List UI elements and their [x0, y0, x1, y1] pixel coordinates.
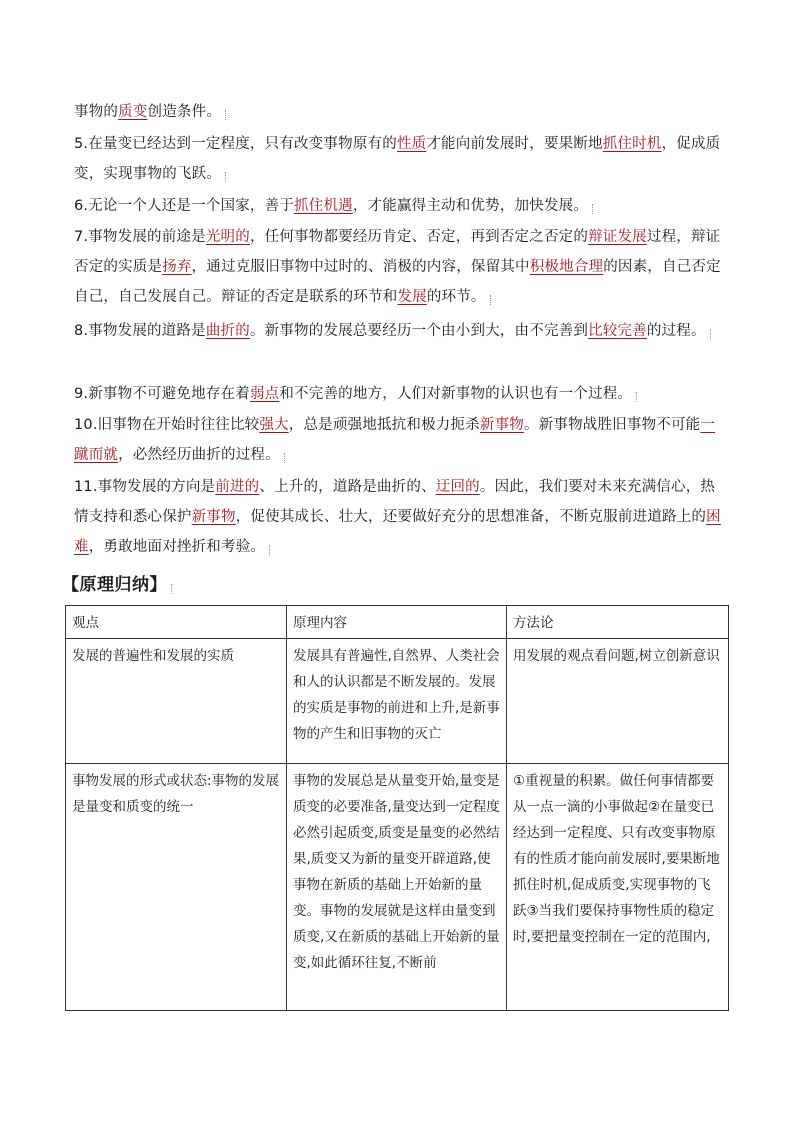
paragraph-5	[74, 129, 724, 189]
text: 7.事物发展的前途是	[74, 229, 206, 245]
keyword: 一蹴而就	[74, 417, 716, 463]
paragraph-10	[74, 410, 724, 470]
text: 的过程。	[646, 323, 706, 339]
table-cell: 用发展的观点看问题,树立创新意识	[507, 639, 729, 764]
table-cell: 发展具有普遍性,自然界、人类社会和人的认识都是不断发展的。发展的实质是事物的前进和上升,是新事物的产生和旧事物的灭亡	[287, 639, 507, 764]
table-cell	[287, 764, 507, 1011]
header-cell: 方法论	[507, 606, 729, 639]
keyword: 发展	[397, 289, 427, 305]
text: 事物的	[74, 104, 119, 120]
text: 和不完善的地方，人们对新事物的认识也有一个过程。	[279, 386, 633, 402]
keyword: 迂回的	[435, 479, 480, 495]
paragraph-6	[74, 191, 724, 221]
text: ，总是顽强地抵抗和极力扼杀	[288, 417, 480, 433]
text: 的因素，自己否定自己，自己发展自己。辩证的否定是联系的环节和	[74, 259, 721, 305]
header-cell: 原理内容	[287, 606, 507, 639]
text: ，促成质变，实现事物的飞跃。	[74, 136, 721, 182]
table-header-row	[66, 606, 729, 639]
text: 10.旧事物在开始时往往比较	[74, 417, 260, 433]
text: ，任何事物都要经历肯定、否定，再到否定之否定的	[249, 229, 589, 245]
header-cell: 观点	[66, 606, 287, 639]
text: ，必然经历曲折的过程。	[118, 447, 280, 463]
paragraph-9	[74, 379, 724, 409]
text: 6.无论一个人还是一个国家，善于	[74, 198, 295, 214]
paragraph-11	[74, 472, 724, 562]
paragraph-mark	[636, 392, 642, 402]
keyword: 弱点	[249, 386, 280, 402]
keyword: 新事物	[479, 417, 524, 433]
keyword: 质变	[118, 104, 148, 120]
paragraph-mark	[171, 584, 177, 594]
keyword: 比较完善	[588, 323, 647, 339]
keyword: 积极地合理	[529, 259, 604, 275]
keyword: 辩证发展	[588, 229, 647, 245]
paragraph-mark	[269, 545, 275, 555]
text: ，促使其成长、壮大，还要做好充分的思想准备，不断克服前进道路上的	[235, 509, 707, 525]
table-cell	[66, 764, 287, 1011]
text: 的环节。	[426, 289, 486, 305]
paragraph-mark	[225, 172, 231, 182]
table-cell: 发展的普遍性和发展的实质	[66, 639, 287, 764]
keyword: 抓住机遇	[294, 198, 353, 214]
keyword: 前进的	[215, 479, 260, 495]
paragraph-4-end	[74, 97, 724, 127]
principles-table	[65, 605, 729, 1011]
text: 。新事物战胜旧事物不可能	[523, 417, 701, 433]
paragraph-8	[74, 316, 724, 346]
keyword: 光明的	[205, 229, 250, 245]
table-cell	[507, 764, 729, 1011]
keyword: 性质	[396, 136, 427, 152]
paragraph-mark	[490, 295, 496, 305]
paragraph-mark	[592, 204, 598, 214]
paragraph-mark	[284, 453, 290, 463]
text: ，通过克服旧事物中过时的、消极的内容，保留其中	[191, 259, 530, 275]
text: 、上升的，道路是曲折的、	[259, 479, 436, 495]
text: 8.事物发展的道路是	[74, 323, 206, 339]
text: 11.事物发展的方向是	[74, 479, 216, 495]
table-row	[66, 764, 729, 1011]
keyword: 新事物	[191, 509, 236, 525]
text: 5.在量变已经达到一定程度，只有改变事物原有的	[74, 136, 397, 152]
keyword: 困难	[74, 509, 721, 555]
table-row	[66, 639, 729, 764]
keyword: 扬弃	[162, 259, 192, 275]
keyword: 强大	[259, 417, 289, 433]
paragraph-7	[74, 222, 724, 312]
text: ，勇敢地面对挫折和考验。	[88, 539, 266, 555]
text: 创造条件。	[147, 104, 222, 120]
cell-text: ①重视量的积累。做任何事情都要从一点一滴的小事做起②在量变已经达到一定程度、只有改变事物原有的性质才能向前发展时,要果断地抓住时机,促成质变,实现事物的飞跃③当我们要保持事物性质的稳定时,要把量变控制在一定的范围内,	[513, 773, 720, 945]
text: 才能向前发展时，要果断地	[426, 136, 603, 152]
keyword: 曲折的	[205, 323, 250, 339]
text: 。新事物的发展总要经历一个由小到大，由不完善到	[249, 323, 589, 339]
keyword: 抓住时机	[602, 136, 662, 152]
paragraph-mark	[710, 329, 716, 339]
text: 9.新事物不可避免地存在着	[74, 386, 250, 402]
cell-text: 事物的发展总是从量变开始,量变是质变的必要准备,量变达到一定程度必然引起质变,质变是量变的必然结果,质变又为新的量变开辟道路,使事物在新质的基础上开始新的量变。事物的发展就是这样由量变到质变,又在新质的基础上开始新的量变,如此循环往复,不断前	[293, 773, 500, 971]
cell-text: 事物发展的形式或状态:事物的发展是量变和质变的统一	[72, 773, 280, 815]
text: 。因此，我们要对未来充满信心，热情支持和悉心保护	[74, 479, 716, 525]
text: ，才能赢得主动和优势，加快发展。	[352, 198, 589, 214]
paragraph-mark	[225, 110, 231, 120]
section-heading-text: 【原理归纳】	[62, 575, 167, 595]
section-heading	[62, 572, 177, 598]
text: 过程，辩证否定的实质是	[74, 229, 721, 275]
